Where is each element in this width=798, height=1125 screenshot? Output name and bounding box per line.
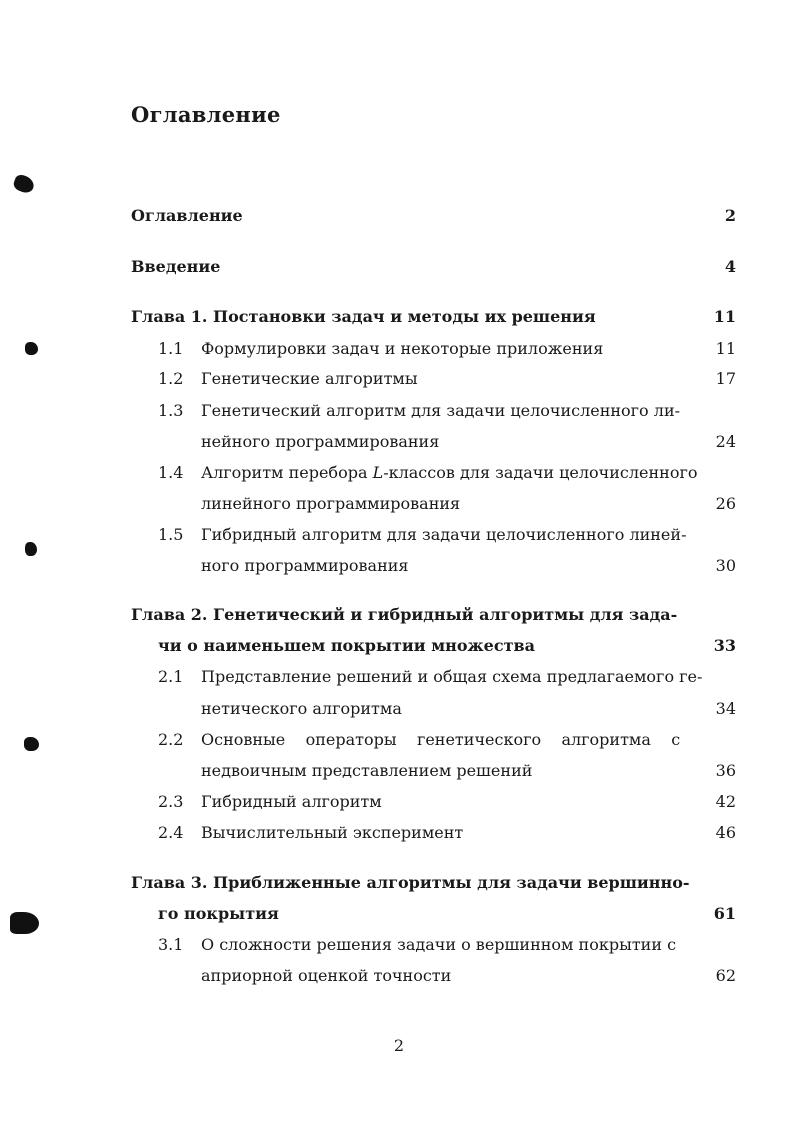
leader-dots [430,375,692,395]
leader-dots [644,313,692,333]
toc-chapter-2[interactable] [0,604,798,634]
toc-page: 24 [715,432,736,451]
chapter-title: Глава 3. Приближенные алгоритмы для задачи вершинно- [131,873,690,892]
section-title: Представление решений и общая схема предлагаемого ге- [201,667,703,686]
leader-dots [414,705,692,725]
toc-section-1-5-cont[interactable] [0,555,798,585]
section-title-cont: нетического алгоритма [201,699,402,718]
toc-section-3-1[interactable] [0,934,798,964]
section-title: Гибридный алгоритм [201,792,382,811]
toc-entry-intro[interactable] [0,256,798,286]
leader-dots [542,767,692,787]
leader-dots [252,212,692,232]
toc-page: 46 [715,823,736,842]
leader-dots [478,829,692,849]
section-title: Основные операторы генетического алгоритма с [201,730,681,749]
leader-dots [478,972,692,992]
section-number: 1.2 [158,369,184,388]
toc-chapter-2-cont[interactable] [0,635,798,665]
toc-page: 30 [715,556,736,575]
page-title: Оглавление [131,102,281,127]
leader-dots [626,345,692,365]
section-title: Формулировки задач и некоторые приложения [201,339,604,358]
toc-title: Оглавление [131,206,243,225]
chapter-title: Глава 1. Постановки задач и методы их решения [131,307,596,326]
section-title: Генетический алгоритм для задачи целочисленного ли- [201,401,681,420]
chapter-title-cont: чи о наименьшем покрытии множества [158,636,535,655]
toc-page: 34 [715,699,736,718]
toc-section-1-4-cont[interactable] [0,493,798,523]
leader-dots [446,438,692,458]
section-title-cont: априорной оценкой точности [201,966,452,985]
section-number: 1.1 [158,339,184,358]
toc-section-2-4[interactable] [0,822,798,852]
section-number: 1.5 [158,525,184,544]
toc-section-2-1-cont[interactable] [0,698,798,728]
section-title [201,462,698,484]
section-title-cont: недвоичным представлением решений [201,761,533,780]
chapter-title-cont: го покрытия [158,904,279,923]
toc-page: 17 [715,369,736,388]
scan-blot [10,912,39,934]
scan-blot [25,542,37,556]
leader-dots [398,798,692,818]
toc-section-3-1-cont[interactable] [0,965,798,995]
section-number: 1.3 [158,401,184,420]
leader-dots [302,910,692,930]
section-number: 2.1 [158,667,184,686]
toc-section-1-3[interactable] [0,400,798,430]
toc-chapter-3-cont[interactable] [0,903,798,933]
section-title-cont: линейного программирования [201,494,461,513]
toc-section-1-1[interactable] [0,338,798,368]
section-title-part: Алгоритм перебора [201,463,373,482]
toc-page: 62 [715,966,736,985]
toc-chapter-3[interactable] [0,872,798,902]
toc-section-2-3[interactable] [0,791,798,821]
toc-section-1-2[interactable] [0,368,798,398]
section-number: 2.4 [158,823,184,842]
toc-section-2-2-cont[interactable] [0,760,798,790]
toc-page: 61 [713,904,736,923]
toc-page: 33 [713,636,736,655]
section-title: О сложности решения задачи о вершинном покрытии с [201,935,677,954]
page-number: 2 [393,1036,405,1055]
toc-page: 11 [713,307,736,326]
leader-dots [462,500,692,520]
toc-page: 4 [724,257,736,276]
toc-page: 42 [715,792,736,811]
math-variable: L [372,463,384,482]
toc-title: Введение [131,257,221,276]
toc-section-1-4[interactable] [0,462,798,492]
toc-page: 36 [715,761,736,780]
toc-page: 11 [715,339,736,358]
section-title-cont: ного программирования [201,556,409,575]
scan-blot [12,173,36,195]
section-title-part: -классов для задачи целочисленного [383,463,698,482]
section-number: 2.2 [158,730,184,749]
toc-page: 2 [724,206,736,225]
toc-chapter-1[interactable] [0,306,798,336]
section-number: 3.1 [158,935,184,954]
leader-dots [572,642,692,662]
toc-section-1-5[interactable] [0,524,798,554]
toc-page: 26 [715,494,736,513]
section-number: 1.4 [158,463,184,482]
scan-blot [25,342,38,355]
section-title: Гибридный алгоритм для задачи целочисленного линей- [201,525,687,544]
section-number: 2.3 [158,792,184,811]
leader-dots [228,263,692,283]
toc-section-2-1[interactable] [0,666,798,696]
leader-dots [414,562,692,582]
section-title-cont: нейного программирования [201,432,440,451]
section-title: Генетические алгоритмы [201,369,418,388]
chapter-title: Глава 2. Генетический и гибридный алгоритмы для зада- [131,605,678,624]
toc-section-2-2[interactable] [0,729,798,759]
section-title: Вычислительный эксперимент [201,823,464,842]
toc-entry-contents[interactable] [0,205,798,235]
scan-blot [24,737,39,751]
toc-section-1-3-cont[interactable] [0,431,798,461]
